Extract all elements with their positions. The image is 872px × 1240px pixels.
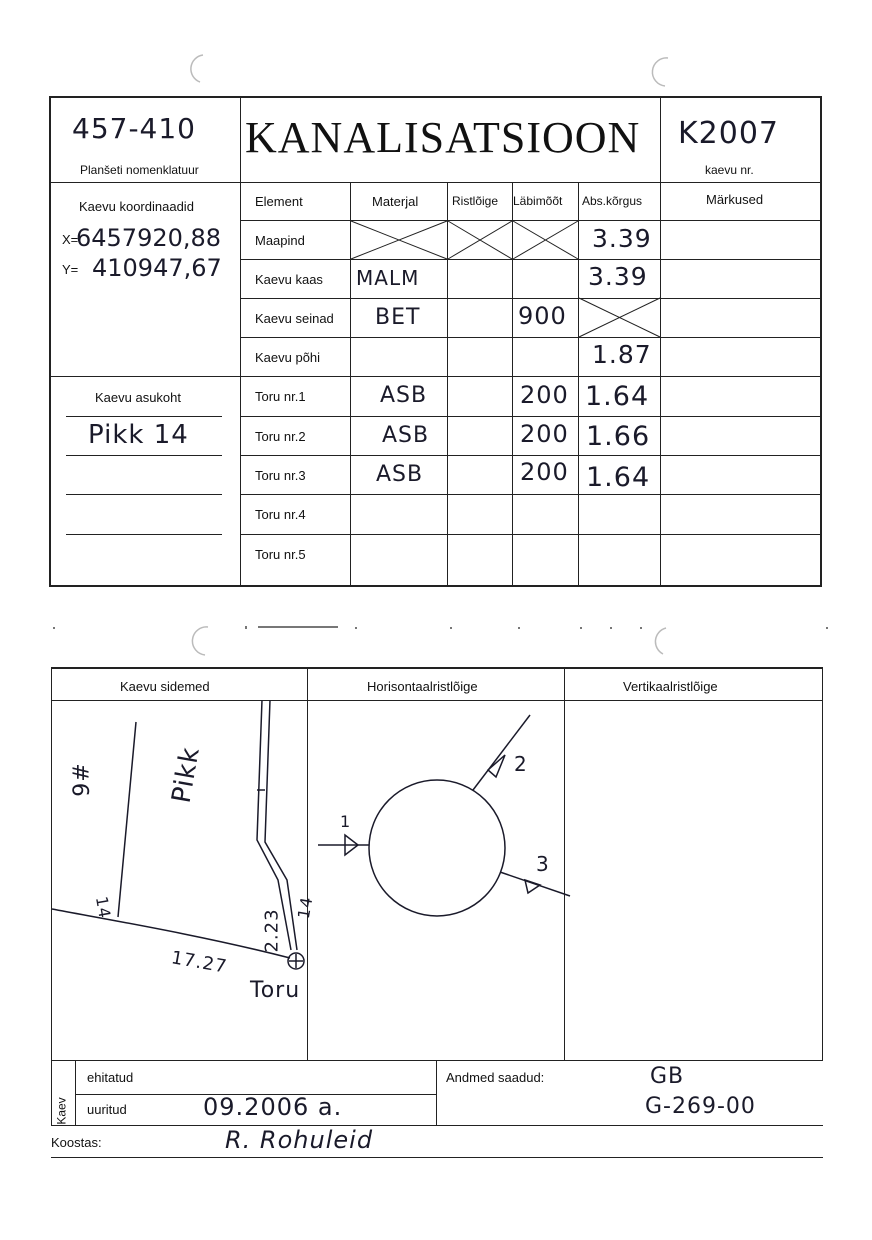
abs-value: 1.66 bbox=[586, 421, 651, 452]
sketch-header-links: Kaevu sidemed bbox=[120, 679, 210, 694]
abs-value: 1.87 bbox=[592, 340, 652, 369]
x-prefix: X= bbox=[62, 232, 79, 247]
header-ristloige: Ristlõige bbox=[452, 194, 499, 208]
y-coordinate: 410947,67 bbox=[92, 254, 222, 282]
mark-14-left: 14 bbox=[91, 894, 115, 921]
abs-value: 3.39 bbox=[592, 224, 652, 253]
measured-label: uuritud bbox=[87, 1102, 127, 1117]
row-element: Toru nr.4 bbox=[255, 507, 306, 522]
abs-value: 3.39 bbox=[588, 262, 648, 291]
row-element: Toru nr.2 bbox=[255, 429, 306, 444]
row-element: Kaevu seinad bbox=[255, 311, 334, 326]
labimoot-value: 200 bbox=[520, 381, 569, 409]
location-label: Kaevu asukoht bbox=[95, 390, 182, 405]
labimoot-value: 900 bbox=[518, 302, 567, 330]
labimoot-value: 200 bbox=[520, 458, 569, 486]
sketch-header-horizontal: Horisontaalristlõige bbox=[367, 679, 478, 694]
measured-value: 09.2006 a. bbox=[203, 1093, 343, 1121]
sheet-nomenclature-value: 457-410 bbox=[72, 112, 196, 145]
toru-label: Toru bbox=[250, 978, 301, 1003]
labimoot-value: 200 bbox=[520, 420, 569, 448]
data-received-value-2: G-269-00 bbox=[645, 1094, 756, 1119]
row-element: Maapind bbox=[255, 233, 305, 248]
row-element: Kaevu kaas bbox=[255, 272, 323, 287]
abs-value: 1.64 bbox=[586, 462, 651, 493]
street-label: Pikk bbox=[166, 744, 206, 806]
y-prefix: Y= bbox=[62, 262, 79, 277]
sketch-header-vertical: Vertikaalristlõige bbox=[623, 679, 718, 694]
header-element: Element bbox=[255, 194, 303, 209]
kaev-label: Kaev bbox=[54, 1097, 69, 1125]
materjal-value: MALM bbox=[356, 266, 420, 290]
materjal-value: ASB bbox=[380, 383, 428, 408]
pipe-2-label: 2 bbox=[514, 752, 528, 776]
row-element: Toru nr.3 bbox=[255, 468, 306, 483]
sheet-nomenclature-label: Planšeti nomenklatuur bbox=[80, 163, 199, 177]
compiled-label: Koostas: bbox=[51, 1135, 102, 1150]
well-number-value: K2007 bbox=[678, 116, 780, 151]
built-label: ehitatud bbox=[87, 1070, 134, 1085]
compiled-value: R. Rohuleid bbox=[225, 1126, 374, 1154]
location-value: Pikk 14 bbox=[88, 420, 189, 450]
mark-14-right: 14 bbox=[293, 894, 317, 921]
pipe-3-label: 3 bbox=[536, 852, 550, 876]
house-label: #6 bbox=[66, 763, 92, 798]
header-materjal: Materjal bbox=[372, 194, 419, 209]
distance-1: 17.27 bbox=[169, 947, 229, 978]
materjal-value: ASB bbox=[376, 462, 424, 487]
data-received-value-1: GB bbox=[650, 1064, 685, 1089]
row-element: Toru nr.5 bbox=[255, 547, 306, 562]
data-received-label: Andmed saadud: bbox=[446, 1070, 545, 1085]
well-number-label: kaevu nr. bbox=[705, 163, 754, 177]
page-title: KANALISATSIOON bbox=[245, 113, 641, 162]
row-element: Toru nr.1 bbox=[255, 389, 306, 404]
header-labimoot: Läbimõõt bbox=[513, 194, 563, 208]
materjal-value: ASB bbox=[382, 423, 430, 448]
header-markused: Märkused bbox=[706, 192, 764, 207]
x-coordinate: 6457920,88 bbox=[76, 224, 222, 252]
row-element: Kaevu põhi bbox=[255, 350, 321, 365]
header-abs-korgus: Abs.kõrgus bbox=[582, 194, 643, 208]
coordinates-label: Kaevu koordinaadid bbox=[79, 199, 194, 214]
pipe-1-label: 1 bbox=[340, 812, 352, 831]
materjal-value: BET bbox=[375, 305, 421, 330]
distance-2: 2.23 bbox=[261, 908, 283, 953]
abs-value: 1.64 bbox=[585, 381, 650, 412]
